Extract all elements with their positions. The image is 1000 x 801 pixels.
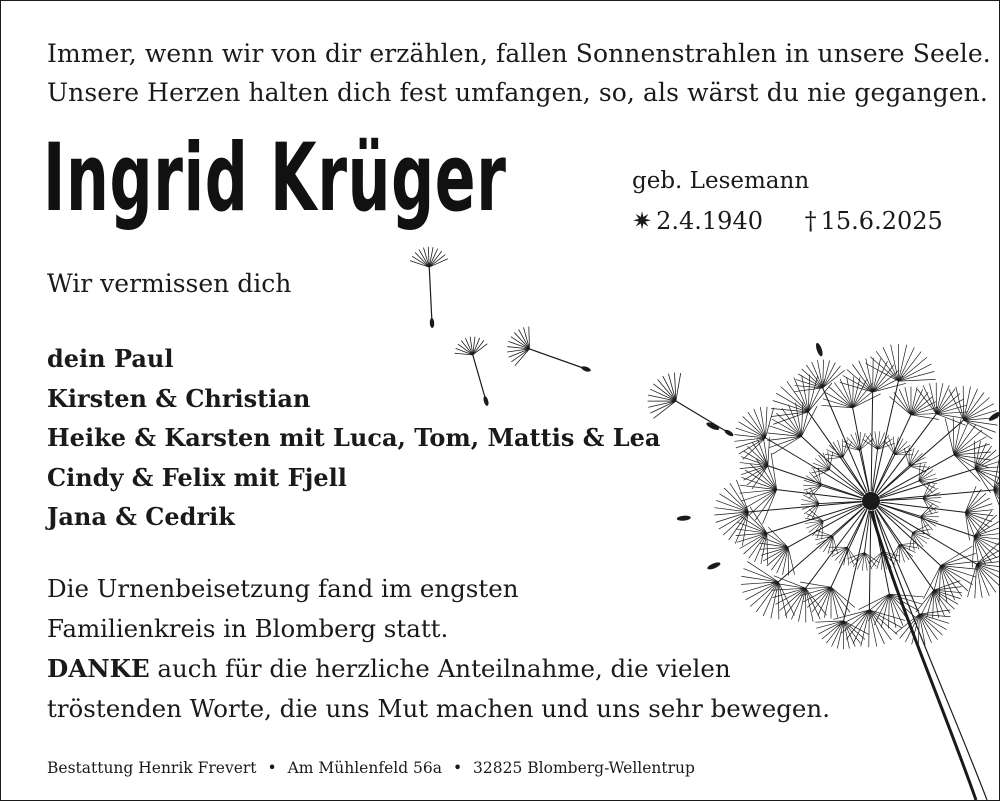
dandelion-illustration <box>1 1 999 800</box>
missing-you-text: Wir vermissen dich <box>47 269 292 298</box>
funeral-home-street: Am Mühlenfeld 56a <box>287 759 443 777</box>
funeral-home-name: Bestattung Henrik Frevert <box>47 759 257 777</box>
separator-dot: • <box>452 759 463 777</box>
closing-line-2: Familienkreis in Blomberg statt. <box>47 614 449 643</box>
family-member: Cindy & Felix mit Fjell <box>47 462 347 492</box>
thanks-word: DANKE <box>47 654 150 683</box>
death-cross-icon: † <box>804 207 817 235</box>
death-date: 15.6.2025 <box>820 207 943 235</box>
maiden-name: geb. Lesemann <box>632 168 810 194</box>
family-member: Kirsten & Christian <box>47 383 311 413</box>
family-member: dein Paul <box>47 344 174 373</box>
separator-dot: • <box>267 759 277 777</box>
family-member: Jana & Cedrik <box>47 502 235 531</box>
flying-dandelion-seeds <box>410 247 734 437</box>
closing-line-1: Die Urnenbeisetzung fand im engsten <box>47 574 519 603</box>
birth-star-icon: ✷ <box>632 207 653 235</box>
verse-line-2: Unsere Herzen halten dich fest umfangen, so, als wärst du nie gegangen. <box>47 78 988 107</box>
closing-line-4: tröstenden Worte, die uns Mut machen und uns sehr bewegen. <box>47 694 830 723</box>
thanks-text: auch für die herzliche Anteilnahme, die vielen <box>149 654 731 683</box>
deceased-name: Ingrid Krüger <box>43 124 507 233</box>
verse-line-1: Immer, wenn wir von dir erzählen, fallen Sonnenstrahlen in unsere Seele. <box>47 39 991 68</box>
dandelion-flower-icon <box>677 342 999 800</box>
family-member: Heike & Karsten mit Luca, Tom, Mattis & Lea <box>47 423 661 452</box>
funeral-home-city: 32825 Blomberg-Wellentrup <box>473 759 695 777</box>
birth-date: 2.4.1940 <box>656 207 763 235</box>
